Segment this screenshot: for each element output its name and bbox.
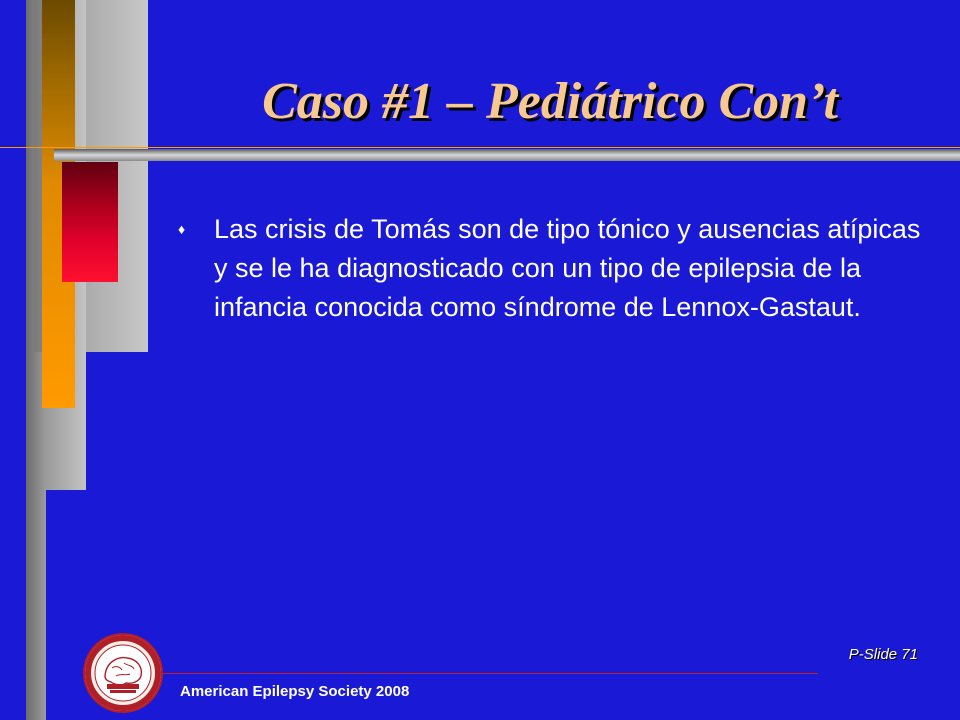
american-epilepsy-society-seal-icon bbox=[82, 632, 164, 714]
footer-organization: American Epilepsy Society 2008 bbox=[180, 683, 410, 700]
bullet-item bbox=[178, 210, 938, 327]
decorative-bar-red bbox=[62, 162, 118, 282]
slide-title: Caso #1 – Pediátrico Con’t bbox=[262, 73, 838, 130]
diamond-bullet-icon: ♦ bbox=[178, 221, 186, 237]
bullet-list bbox=[178, 210, 938, 327]
footer-rule bbox=[148, 673, 818, 674]
title-rule-orange bbox=[0, 147, 960, 148]
title-rule-gray bbox=[54, 149, 960, 161]
slide-number: P-Slide 71 bbox=[848, 646, 918, 663]
bullet-text: Las crisis de Tomás son de tipo tónico y ausencias atípicas y se le ha diagnosticado con un tipo de epilepsia de la infancia conocida como síndrome de Lennox-Gastaut. bbox=[214, 214, 921, 322]
